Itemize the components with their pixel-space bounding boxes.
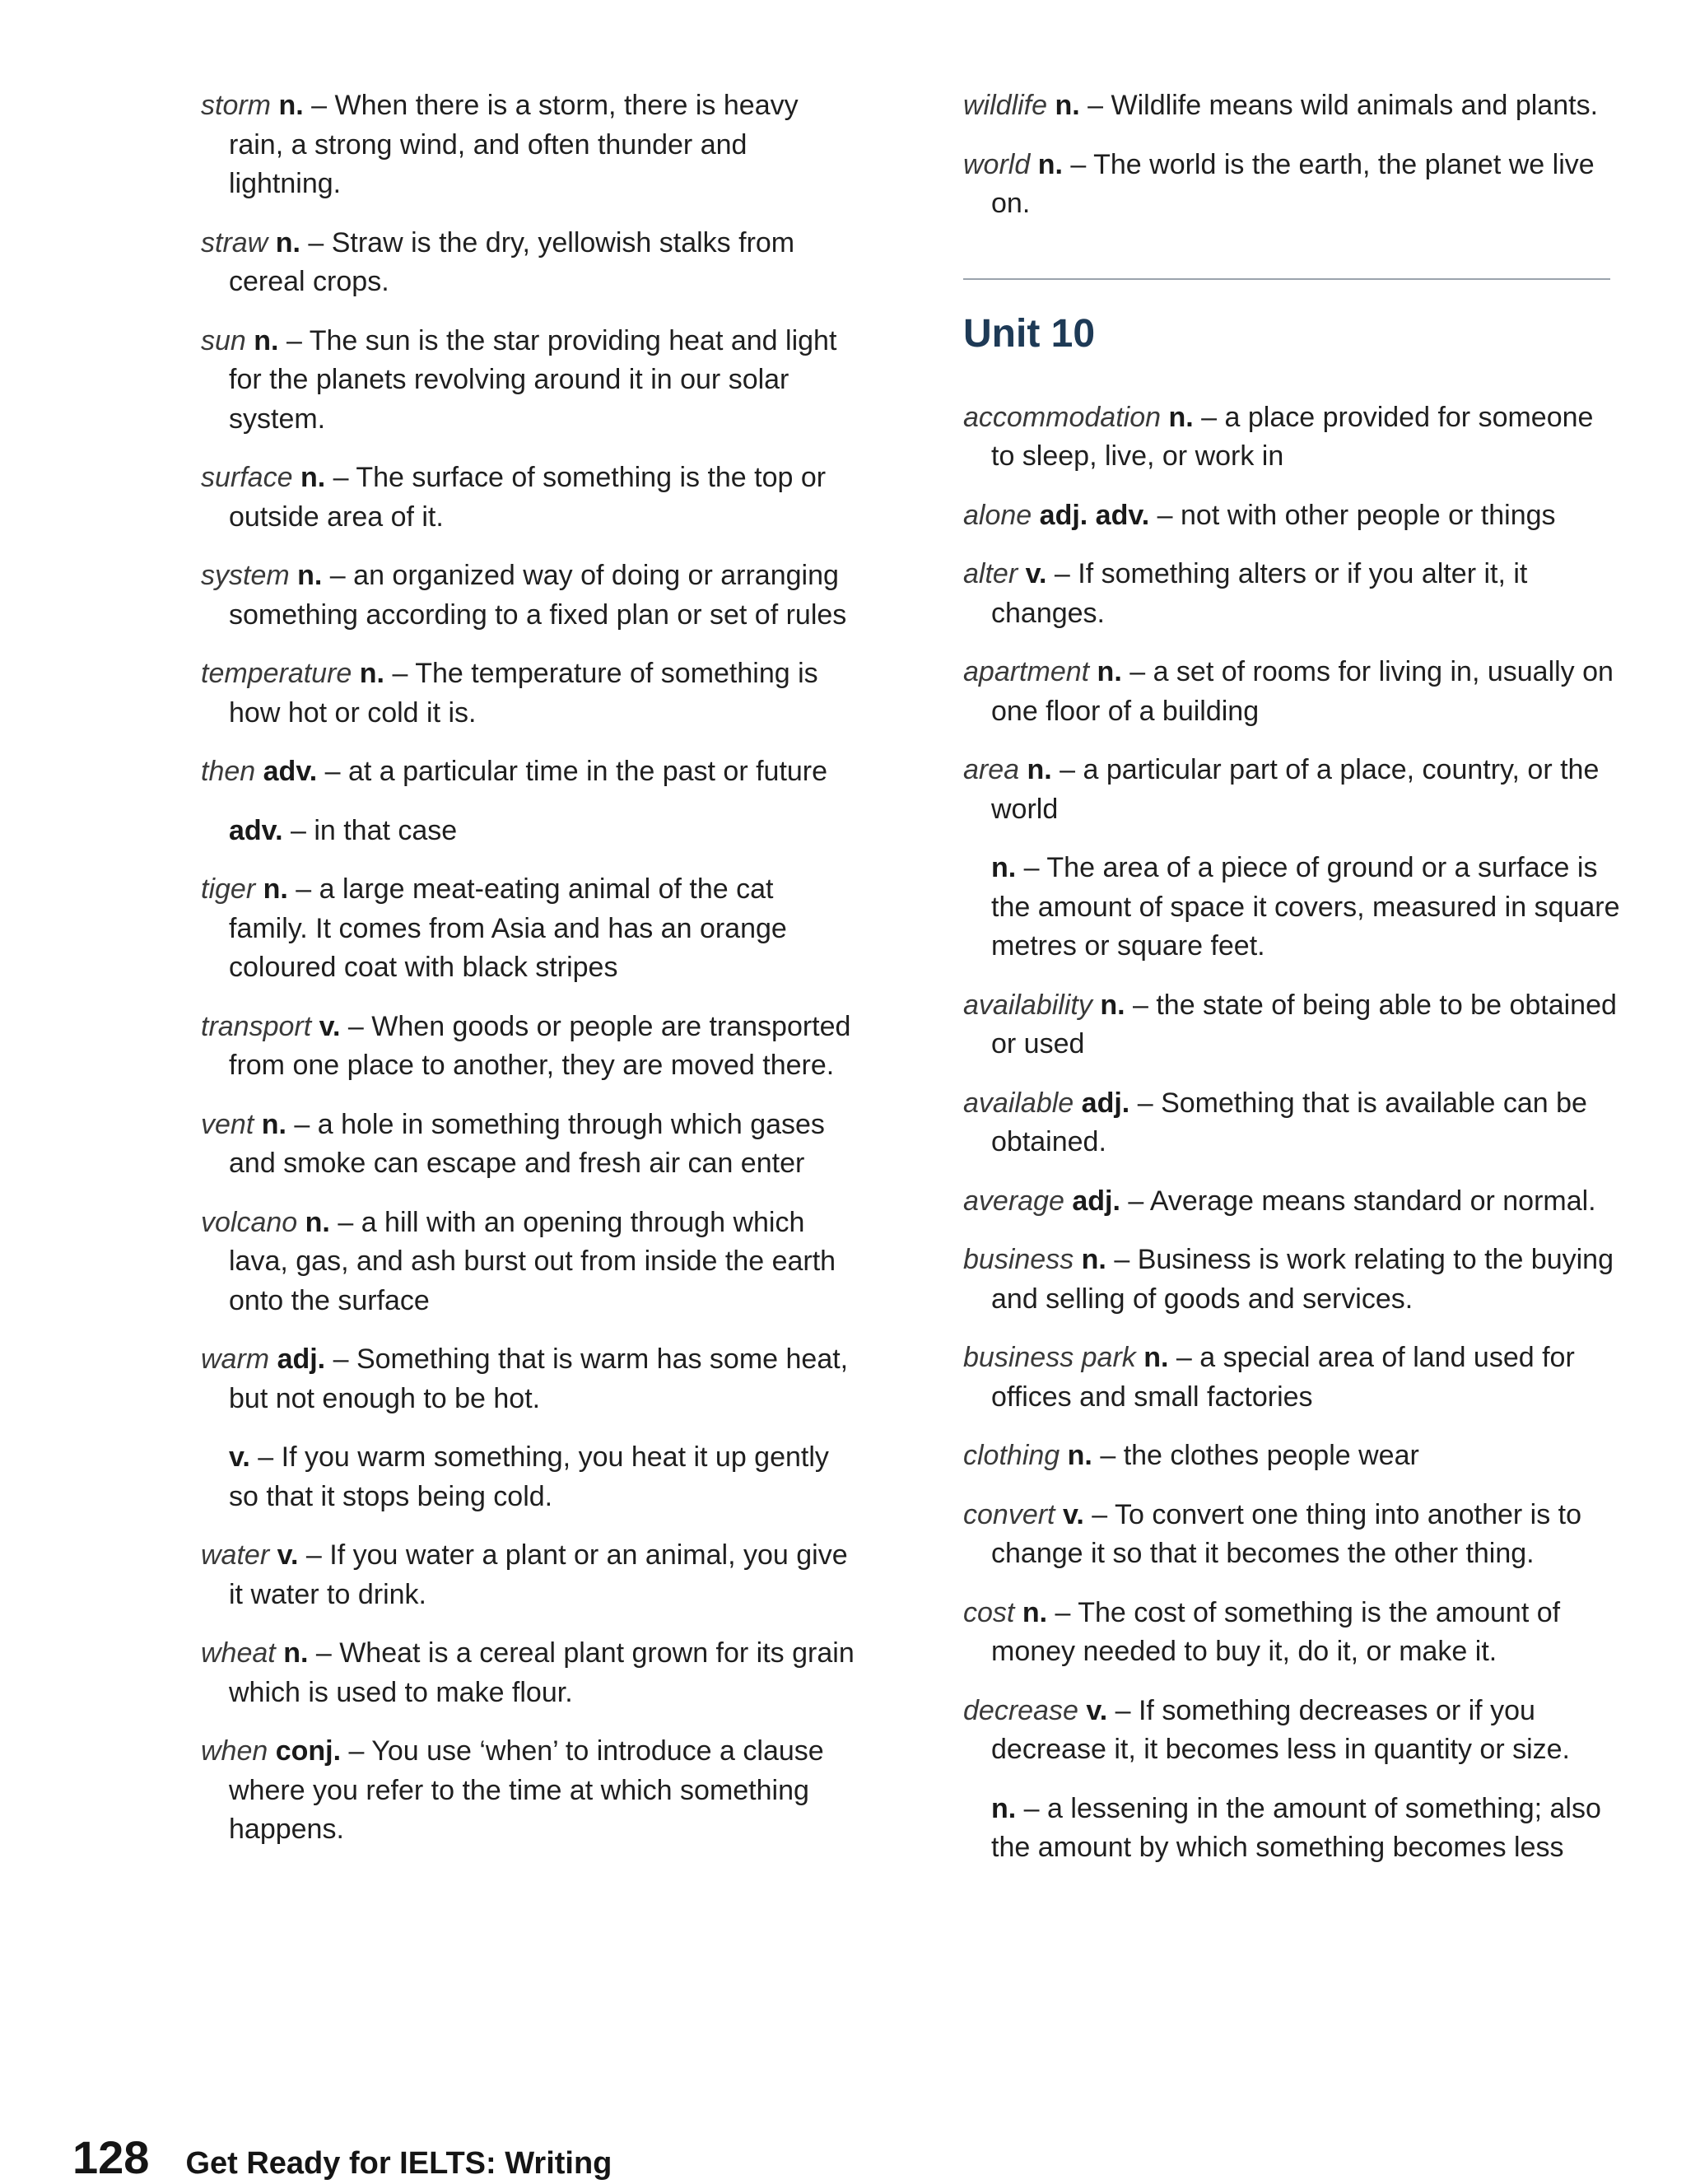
entry-part-of-speech: n. [1037,148,1063,180]
glossary-entry: clothing n. – the clothes people wear [963,1440,1419,1471]
entry-definition: Straw is the dry, yellowish stalks from cereal crops. [229,226,795,297]
entry-word: sun [201,324,246,356]
entry-word: warm [201,1343,270,1375]
entry-word: cost [963,1596,1015,1628]
glossary-entry: tiger n. – a large meat-eating animal of the cat family. It comes from Asia and has an orange coloured coat with black stripes [201,873,787,983]
entry-definition: Wheat is a cereal plant grown for its grain which is used to make flour. [229,1637,855,1708]
entry-word: when [201,1735,268,1767]
entry-word: business [963,1244,1074,1275]
entry-word: wheat [201,1637,276,1669]
entry-part-of-speech: n. [278,90,304,121]
glossary-entry: apartment n. – a set of rooms for living in, usually on one floor of a building [963,656,1614,727]
entry-part-of-speech: n. [1168,401,1194,433]
entry-part-of-speech: n. [263,873,288,905]
entry-definition: an organized way of doing or arranging something according to a fixed plan or set of rules [229,560,847,631]
entry-definition: not with other people or things [1181,499,1556,531]
entry-word: accommodation [963,401,1162,433]
entry-word: convert [963,1498,1055,1530]
glossary-entry: sun n. – The sun is the star providing heat and light for the planets revolving around it in our solar system. [201,324,837,435]
glossary-entry: alone adj. adv. – not with other people or things [963,499,1556,531]
unit-10-entry-list [963,398,1622,1868]
entry-word: wildlife [963,90,1048,121]
entry-definition: To convert one thing into another is to change it so that it becomes the other thing. [991,1498,1582,1569]
entry-part-of-speech: n. [991,852,1017,883]
entry-word: alter [963,558,1018,589]
entry-definition: a hill with an opening through which lava, gas, and ash burst out from inside the earth onto the surface [229,1206,836,1316]
glossary-entry: business n. – Business is work relating to the buying and selling of goods and services. [963,1244,1614,1315]
entry-part-of-speech: v. [1086,1694,1108,1726]
entry-word: volcano [201,1206,298,1238]
glossary-entry: average adj. – Average means standard or normal. [963,1185,1596,1217]
glossary-entry: business park n. – a special area of land used for offices and small factories [963,1342,1575,1413]
entry-definition: a particular part of a place, country, or the world [991,754,1600,825]
entry-part-of-speech: n. [254,324,279,356]
entry-definition: the state of being able to be obtained or used [991,989,1617,1059]
entry-definition: at a particular time in the past or future [347,756,828,787]
entry-definition: Business is work relating to the buying and selling of goods and services. [991,1244,1614,1315]
entry-definition: The sun is the star providing heat and light for the planets revolving around it in our solar system. [229,324,837,435]
entry-definition: When goods or people are transported from one place to another, they are moved there. [229,1010,851,1081]
entry-part-of-speech: v. [229,1441,250,1473]
entry-definition: Something that is available can be obtained. [991,1087,1587,1157]
entry-part-of-speech: n. [1100,989,1125,1021]
entry-definition: You use ‘when’ to introduce a clause where you refer to the time at which something happens. [229,1735,824,1845]
entry-part-of-speech: n. [359,658,384,689]
entry-word: vent [201,1108,254,1140]
glossary-entry: volcano n. – a hill with an opening through which lava, gas, and ash burst out from inside the earth onto the surface [201,1206,836,1316]
entry-word: available [963,1087,1074,1119]
entry-word: tiger [201,873,256,905]
entry-definition: Something that is warm has some heat, but not enough to be hot. [229,1343,849,1414]
glossary-entry: straw n. – Straw is the dry, yellowish stalks from cereal crops. [201,226,795,297]
entry-part-of-speech: n. [261,1108,286,1140]
entry-part-of-speech: n. [1027,754,1052,785]
entry-part-of-speech: n. [275,226,300,258]
entry-part-of-speech: conj. [275,1735,342,1767]
entry-definition: Wildlife means wild animals and plants. [1111,90,1599,121]
entry-definition: The temperature of something is how hot or cold it is. [229,658,818,729]
entry-definition: If you water a plant or an animal, you give it water to drink. [229,1539,848,1610]
entry-definition: a special area of land used for offices and small factories [991,1342,1575,1413]
entry-definition: a hole in something through which gases and smoke can escape and fresh air can enter [229,1108,825,1179]
entry-word: storm [201,90,271,121]
left-column [201,86,859,1870]
entry-definition: When there is a storm, there is heavy rain, a strong wind, and often thunder and lightning. [229,90,799,199]
entry-part-of-speech: adj. adv. [1039,499,1150,531]
glossary-entry: availability n. – the state of being able to be obtained or used [963,989,1617,1059]
left-entry-list [201,86,859,1850]
entry-definition: in that case [314,814,458,846]
entry-definition: a place provided for someone to sleep, live, or work in [991,401,1594,472]
page-number: 128 [72,2131,150,2183]
entry-word: area [963,754,1020,785]
entry-part-of-speech: adv. [263,756,318,787]
entry-part-of-speech: adj. [277,1343,326,1375]
entry-word: average [963,1185,1064,1217]
glossary-entry: available adj. – Something that is available can be obtained. [963,1087,1587,1157]
entry-word: availability [963,989,1092,1021]
entry-definition: The world is the earth, the planet we live on. [991,148,1595,219]
glossary-entry: vent n. – a hole in something through which gases and smoke can escape and fresh air can enter [201,1108,825,1179]
glossary-entry: transport v. – When goods or people are transported from one place to another, they are moved there. [201,1010,851,1081]
entry-part-of-speech: n. [305,1206,330,1238]
entry-word: straw [201,226,268,258]
section-divider [963,278,1610,280]
entry-definition: a lessening in the amount of something; also the amount by which something becomes less [991,1792,1601,1863]
glossary-entry: wheat n. – Wheat is a cereal plant grown for its grain which is used to make flour. [201,1637,855,1708]
entry-definition: If something alters or if you alter it, it changes. [991,558,1528,629]
entry-part-of-speech: adj. [1081,1087,1130,1119]
entry-definition: The cost of something is the amount of money needed to buy it, do it, or make it. [991,1596,1561,1667]
entry-definition: Average means standard or normal. [1149,1185,1596,1217]
glossary-entry: then adv. – at a particular time in the past or future [201,756,828,787]
entry-part-of-speech: adj. [1072,1185,1120,1217]
glossary-entry: storm n. – When there is a storm, there is heavy rain, a strong wind, and often thunder and lightning. [201,90,799,199]
entry-part-of-speech: n. [991,1792,1017,1824]
entry-part-of-speech: n. [283,1637,309,1669]
glossary-entry: world n. – The world is the earth, the planet we live on. [963,148,1595,219]
glossary-entry: water v. – If you water a plant or an animal, you give it water to drink. [201,1539,848,1610]
glossary-subentry: adv. – in that case [229,814,458,846]
glossary-entry: temperature n. – The temperature of something is how hot or cold it is. [201,658,818,729]
glossary-entry: decrease v. – If something decreases or if you decrease it, it becomes less in quantity or size. [963,1694,1570,1765]
book-title: Get Ready for IELTS: Writing [185,2146,612,2181]
right-column [963,86,1622,1888]
entry-part-of-speech: n. [1143,1342,1169,1373]
glossary-entry: system n. – an organized way of doing or arranging something according to a fixed plan or set of rules [201,560,847,631]
entry-word: apartment [963,656,1090,687]
entry-word: transport [201,1010,312,1042]
glossary-subentry: v. – If you warm something, you heat it up gently so that it stops being cold. [229,1441,829,1512]
entry-part-of-speech: n. [300,462,326,493]
entry-word: water [201,1539,270,1571]
entry-part-of-speech: adv. [229,814,283,846]
entry-part-of-speech: n. [1022,1596,1048,1628]
entry-word: decrease [963,1694,1078,1726]
entry-part-of-speech: v. [277,1539,299,1571]
glossary-entry: when conj. – You use ‘when’ to introduce a clause where you refer to the time at which something happens. [201,1735,824,1845]
entry-part-of-speech: v. [1025,558,1047,589]
entry-word: alone [963,499,1032,531]
glossary-subentry: n. – The area of a piece of ground or a surface is the amount of space it covers, measured in square metres or square feet. [991,852,1620,962]
unit-heading: Unit 10 [963,311,1096,356]
glossary-entry: warm adj. – Something that is warm has some heat, but not enough to be hot. [201,1343,849,1414]
glossary-entry: convert v. – To convert one thing into another is to change it so that it becomes the other thing. [963,1498,1582,1569]
entry-definition: The area of a piece of ground or a surface is the amount of space it covers, measured in square metres or square feet. [991,852,1620,962]
glossary-entry: wildlife n. – Wildlife means wild animals and plants. [963,90,1599,121]
right-top-entry-list [963,86,1622,224]
glossary-entry: accommodation n. – a place provided for someone to sleep, live, or work in [963,401,1594,472]
entry-part-of-speech: n. [1055,90,1080,121]
entry-word: surface [201,462,293,493]
glossary-entry: cost n. – The cost of something is the amount of money needed to buy it, do it, or make it. [963,1596,1561,1667]
entry-word: system [201,560,290,591]
glossary-entry: alter v. – If something alters or if you alter it, it changes. [963,558,1528,629]
entry-part-of-speech: n. [1097,656,1122,687]
entry-definition: a set of rooms for living in, usually on one floor of a building [991,656,1614,727]
entry-part-of-speech: v. [319,1010,341,1042]
entry-part-of-speech: v. [1062,1498,1084,1530]
entry-definition: If something decreases or if you decrease it, it becomes less in quantity or size. [991,1694,1570,1765]
entry-definition: a large meat-eating animal of the cat family. It comes from Asia and has an orange coloured coat with black stripes [229,873,787,983]
entry-word: then [201,756,256,787]
glossary-subentry: n. – a lessening in the amount of something; also the amount by which something becomes less [991,1792,1601,1863]
entry-word: clothing [963,1440,1060,1471]
entry-definition: the clothes people wear [1123,1440,1419,1471]
entry-part-of-speech: n. [1081,1244,1106,1275]
glossary-entry: area n. – a particular part of a place, country, or the world [963,754,1600,825]
entry-word: business park [963,1342,1136,1373]
page-footer [72,2130,612,2184]
entry-part-of-speech: n. [1067,1440,1092,1471]
entry-part-of-speech: n. [297,560,323,591]
entry-word: world [963,148,1031,180]
entry-definition: If you warm something, you heat it up gently so that it stops being cold. [229,1441,829,1512]
entry-definition: The surface of something is the top or outside area of it. [229,462,827,533]
entry-word: temperature [201,658,352,689]
glossary-entry: surface n. – The surface of something is the top or outside area of it. [201,462,827,533]
